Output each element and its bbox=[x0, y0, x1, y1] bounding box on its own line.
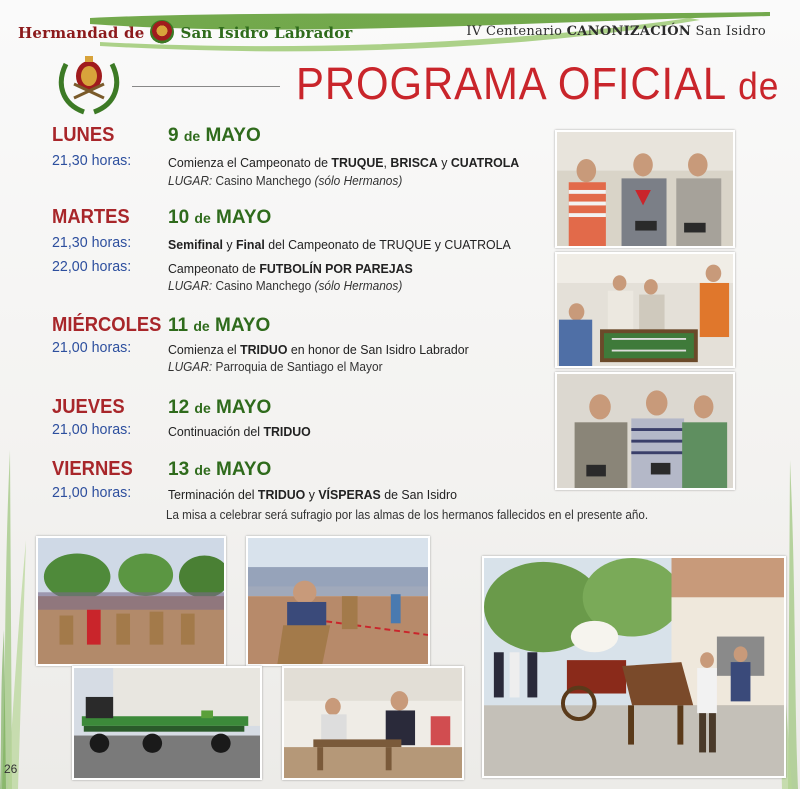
photo-procession-ox-cart bbox=[482, 556, 786, 778]
date-label bbox=[168, 315, 270, 337]
photo-tractor-trailer bbox=[72, 666, 262, 780]
desc-part-bold: TRIDUO bbox=[240, 342, 288, 357]
desc-part-bold: TRIDUO bbox=[263, 424, 311, 439]
date-de: de bbox=[194, 210, 211, 226]
photo-foosball-tournament bbox=[555, 252, 735, 368]
desc-part: Campeonato de bbox=[168, 261, 260, 276]
event-description bbox=[168, 342, 469, 357]
photo-sack-race-2 bbox=[246, 536, 430, 666]
date-label bbox=[168, 207, 271, 229]
mass-note: La misa a celebrar será sufragio por las almas de los hermanos fallecidos en el presente año. bbox=[166, 508, 649, 522]
location-note: (sólo Hermanos) bbox=[314, 174, 403, 188]
event-description bbox=[168, 155, 519, 170]
desc-part-bold: BRISCA bbox=[390, 155, 438, 170]
location-label: LUGAR: bbox=[168, 279, 213, 293]
grass-decoration-left bbox=[0, 430, 30, 789]
date-month: MAYO bbox=[216, 459, 272, 480]
date-month: MAYO bbox=[205, 125, 261, 146]
location-label: LUGAR: bbox=[168, 360, 213, 374]
date-month: MAYO bbox=[216, 397, 272, 418]
header-brotherhood-name bbox=[18, 20, 353, 44]
date-number: 12 bbox=[168, 397, 190, 418]
desc-part: Comienza el Campeonato de bbox=[168, 155, 332, 170]
date-month: MAYO bbox=[216, 207, 272, 228]
title-main: PROGRAMA OFICIAL bbox=[296, 58, 726, 109]
desc-part: en honor de San Isidro Labrador bbox=[287, 342, 469, 357]
header-left-text-1: Hermandad de bbox=[18, 24, 145, 42]
header-centenary bbox=[466, 24, 766, 39]
desc-part-bold: Final bbox=[235, 237, 265, 252]
event-description bbox=[168, 237, 511, 252]
desc-part-bold: Semifinal bbox=[168, 237, 223, 252]
event-location bbox=[168, 174, 402, 188]
event-hour: 21,30 horas: bbox=[52, 152, 132, 169]
day-label: LUNES bbox=[52, 124, 115, 146]
event-hour: 21,00 horas: bbox=[52, 339, 132, 356]
desc-part: y bbox=[222, 237, 236, 252]
desc-part: de San Isidro bbox=[380, 487, 457, 502]
desc-part-bold: FUTBOLÍN POR PAREJAS bbox=[259, 261, 413, 276]
date-de: de bbox=[194, 400, 211, 416]
desc-part: y bbox=[437, 155, 451, 170]
date-de: de bbox=[194, 462, 211, 478]
event-hour: 21,00 horas: bbox=[52, 484, 132, 501]
desc-part: Comienza el bbox=[168, 342, 241, 357]
title-rule bbox=[132, 86, 280, 87]
desc-part-bold: VÍSPERAS bbox=[318, 487, 381, 502]
event-location bbox=[168, 279, 402, 293]
date-label bbox=[168, 397, 271, 419]
header-right-text-2: CANONIZACIÓN bbox=[566, 24, 692, 39]
desc-part-bold: CUATROLA bbox=[450, 155, 520, 170]
event-hour: 21,30 horas: bbox=[52, 234, 132, 251]
desc-part-bold: TRUQUE bbox=[331, 155, 384, 170]
desc-part: y bbox=[305, 487, 319, 502]
photo-card-players-2 bbox=[555, 372, 735, 490]
date-month: MAYO bbox=[215, 315, 271, 336]
desc-part: Terminación del bbox=[168, 487, 258, 502]
date-number: 13 bbox=[168, 459, 190, 480]
day-label: JUEVES bbox=[52, 396, 125, 418]
date-number: 9 bbox=[168, 125, 179, 146]
event-hour: 22,00 horas: bbox=[52, 258, 132, 275]
photo-table-gathering bbox=[282, 666, 464, 780]
event-hour: 21,00 horas: bbox=[52, 421, 132, 438]
event-location bbox=[168, 360, 383, 374]
header-left-text-2: San Isidro Labrador bbox=[180, 24, 353, 42]
date-de: de bbox=[183, 128, 201, 144]
date-number: 10 bbox=[168, 207, 190, 228]
day-label: VIERNES bbox=[52, 458, 133, 480]
location-label: LUGAR: bbox=[168, 174, 213, 188]
day-label: MIÉRCOLES bbox=[52, 314, 162, 336]
date-de: de bbox=[193, 318, 210, 334]
header-right-text-3: San Isidro bbox=[695, 24, 766, 39]
desc-part: del Campeonato de TRUQUE y CUATROLA bbox=[264, 237, 511, 252]
crest-emblem-icon bbox=[56, 54, 122, 116]
date-label bbox=[168, 459, 271, 481]
title-suffix: de bbox=[738, 66, 780, 108]
header-right-text-1: IV Centenario bbox=[466, 24, 563, 39]
location-place: Casino Manchego bbox=[212, 174, 315, 188]
event-description bbox=[168, 261, 413, 276]
photo-card-players-1 bbox=[555, 130, 735, 248]
event-description bbox=[168, 424, 311, 439]
crest-small-icon bbox=[150, 20, 174, 44]
day-label: MARTES bbox=[52, 206, 130, 228]
photo-sack-race-1 bbox=[36, 536, 226, 666]
date-number: 11 bbox=[168, 315, 189, 336]
event-description bbox=[168, 487, 457, 502]
desc-part: , bbox=[383, 155, 391, 170]
location-note: (sólo Hermanos) bbox=[314, 279, 403, 293]
page-title bbox=[296, 58, 779, 110]
location-place: Casino Manchego bbox=[212, 279, 315, 293]
page-number: 26 bbox=[4, 762, 18, 776]
desc-part: Continuación del bbox=[168, 424, 264, 439]
desc-part-bold: TRIDUO bbox=[257, 487, 306, 502]
location-place: Parroquia de Santiago el Mayor bbox=[212, 360, 383, 374]
date-label bbox=[168, 125, 261, 147]
